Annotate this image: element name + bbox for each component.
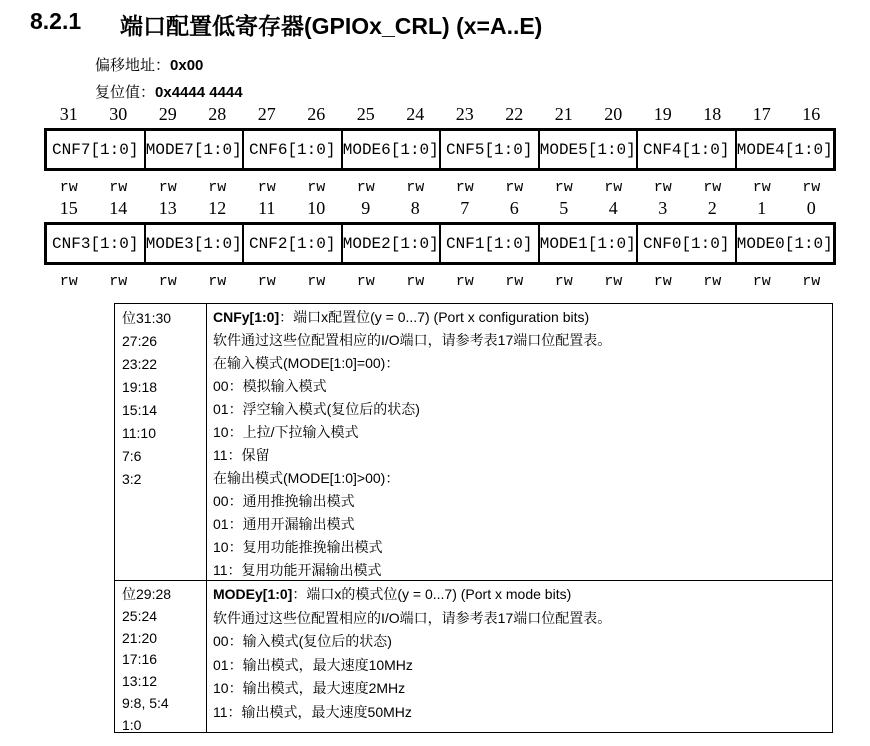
description-line: 在输入模式(MODE[1:0]=00)： [213,355,400,371]
access-row [44,273,836,290]
mode-description-row [115,581,832,732]
description-line: 软件通过这些位配置相应的I/O端口，请参考表17端口位配置表。 [213,332,612,348]
access-type: rw [802,179,821,196]
bit-ranges-cell [115,304,207,580]
bit-number: 16 [802,104,821,124]
bit-number: 29 [158,104,177,124]
bit-range: 25:24 [122,607,158,624]
access-type: rw [257,179,276,196]
description-line: 00：通用推挽输出模式 [213,493,355,509]
bit-number: 4 [608,198,618,218]
access-type: rw [208,179,227,196]
description-lines [213,607,832,725]
cnf-description-row [115,304,832,581]
offset-address-line [95,54,203,75]
bit-field-cell: MODE3[1:0] [144,225,243,262]
description-lines [213,329,832,580]
bit-number: 0 [806,198,816,218]
description-line: 11：复用功能开漏输出模式 [213,562,382,578]
bit-number: 12 [208,198,227,218]
field-name: MODEy[1:0] [213,586,293,602]
access-type: rw [406,179,425,196]
access-type: rw [752,273,771,290]
bit-number: 1 [757,198,767,218]
access-type: rw [356,273,375,290]
access-type: rw [703,273,722,290]
access-type: rw [307,273,326,290]
bit-number: 18 [703,104,722,124]
bit-number: 14 [109,198,128,218]
access-type: rw [406,273,425,290]
bit-field-cell: CNF0[1:0] [636,225,735,262]
access-type: rw [604,273,623,290]
access-type: rw [158,273,177,290]
bit-field-cell: MODE7[1:0] [144,131,243,168]
access-type: rw [356,179,375,196]
register-bits-31-16 [44,104,836,196]
bit-number: 7 [460,198,470,218]
bit-number: 21 [554,104,573,124]
access-type: rw [653,273,672,290]
bit-range: 11:10 [122,425,156,441]
field-name-line [213,583,832,607]
offset-label: 偏移地址： [95,58,171,74]
access-type: rw [505,273,524,290]
access-type: rw [505,179,524,196]
bit-number: 30 [109,104,128,124]
bit-field-cell: MODE6[1:0] [341,131,440,168]
access-type: rw [208,273,227,290]
bit-range: 21:20 [122,629,158,646]
access-type: rw [59,273,78,290]
description-line: 00：模拟输入模式 [213,378,327,394]
field-name: CNFy[1:0] [213,309,280,325]
bit-number: 8 [410,198,420,218]
description-line: 10：复用功能推挽输出模式 [213,539,383,555]
bit-range: 27:26 [122,333,158,349]
description-line: 01：输出模式，最大速度10MHz [213,656,413,673]
bit-number: 22 [505,104,524,124]
bit-number: 24 [406,104,425,124]
bit-number: 9 [361,198,371,218]
bit-number: 19 [653,104,672,124]
access-type: rw [109,179,128,196]
bit-range: 9:8, 5:4 [122,694,169,711]
bit-range: 15:14 [122,402,158,418]
description-line: 00：输入模式(复位后的状态) [213,633,392,650]
bit-number: 15 [59,198,78,218]
bit-number: 6 [509,198,519,218]
access-type: rw [257,273,276,290]
register-bits-15-0 [44,198,836,290]
description-line: 01：浮空输入模式(复位后的状态) [213,401,420,417]
bit-range: 13:12 [122,673,158,690]
description-cell [207,581,832,732]
bit-number: 28 [208,104,227,124]
bit-field-cell: CNF5[1:0] [439,131,538,168]
description-line: 11：保留 [213,447,270,463]
bit-numbers-row [44,104,836,128]
bit-field-cell: CNF1[1:0] [439,225,538,262]
access-type: rw [653,179,672,196]
bit-field-cell: CNF7[1:0] [52,140,139,159]
bit-field-cell: MODE0[1:0] [735,225,834,262]
access-row [44,179,836,196]
field-name-suffix: ：端口x的模式位(y = 0...7) (Port x mode bits) [292,586,572,602]
page-title: 端口配置低寄存器(GPIOx_CRL) (x=A..E) [120,13,543,39]
access-type: rw [109,273,128,290]
bit-field-cell: CNF3[1:0] [52,234,139,253]
description-line: 软件通过这些位配置相应的I/O端口，请参考表17端口位配置表。 [213,609,612,626]
bit-number: 20 [604,104,623,124]
bit-number: 5 [559,198,569,218]
access-type: rw [455,273,474,290]
bit-range: 位29:28 [122,586,172,602]
bit-number: 11 [258,198,276,218]
bit-description-table [114,303,833,733]
bit-number: 3 [658,198,668,218]
bit-field-cell: MODE1[1:0] [538,225,637,262]
bit-field-cell: MODE5[1:0] [538,131,637,168]
register-fields-row [44,222,836,265]
bit-field-cell: CNF6[1:0] [242,131,341,168]
bit-range: 3:2 [122,471,142,487]
description-line: 10：上拉/下拉输入模式 [213,424,359,440]
bit-field-cell: CNF4[1:0] [636,131,735,168]
bit-number: 13 [158,198,177,218]
reset-value: 0x4444 4444 [155,84,243,101]
field-name-line [213,306,832,329]
bit-numbers-row [44,198,836,222]
access-type: rw [752,179,771,196]
bit-ranges-cell [115,581,207,732]
section-number: 8.2.1 [30,8,82,34]
bit-range: 19:18 [122,379,158,395]
bit-number: 31 [59,104,78,124]
access-type: rw [455,179,474,196]
access-type: rw [554,179,573,196]
access-type: rw [158,179,177,196]
access-type: rw [604,179,623,196]
register-fields-row [44,128,836,171]
access-type: rw [307,179,326,196]
bit-range: 17:16 [122,651,158,668]
field-name-suffix: ：端口x配置位(y = 0...7) (Port x configuration bits) [279,309,590,325]
description-line: 11：输出模式，最大速度50MHz [213,703,412,720]
reset-label: 复位值： [95,85,156,101]
access-type: rw [59,179,78,196]
bit-number: 2 [707,198,717,218]
bit-number: 25 [356,104,375,124]
description-line: 在输出模式(MODE[1:0]>00)： [213,470,400,486]
bit-field-cell: MODE2[1:0] [341,225,440,262]
bit-range: 7:6 [122,448,142,464]
bit-number: 26 [307,104,326,124]
bit-number: 23 [455,104,474,124]
bit-field-cell: MODE4[1:0] [735,131,834,168]
offset-value: 0x00 [170,57,204,74]
description-line: 10：输出模式，最大速度2MHz [213,680,406,697]
bit-number: 10 [307,198,326,218]
bit-range: 1:0 [122,716,142,732]
bit-field-cell: CNF2[1:0] [242,225,341,262]
access-type: rw [802,273,821,290]
bit-number: 27 [257,104,276,124]
reset-value-line [95,81,243,102]
bit-number: 17 [752,104,771,124]
description-line: 01：通用开漏输出模式 [213,516,355,532]
bit-range: 位31:30 [122,310,172,326]
bit-range: 23:22 [122,356,158,372]
access-type: rw [703,179,722,196]
access-type: rw [554,273,573,290]
description-cell [207,304,832,580]
